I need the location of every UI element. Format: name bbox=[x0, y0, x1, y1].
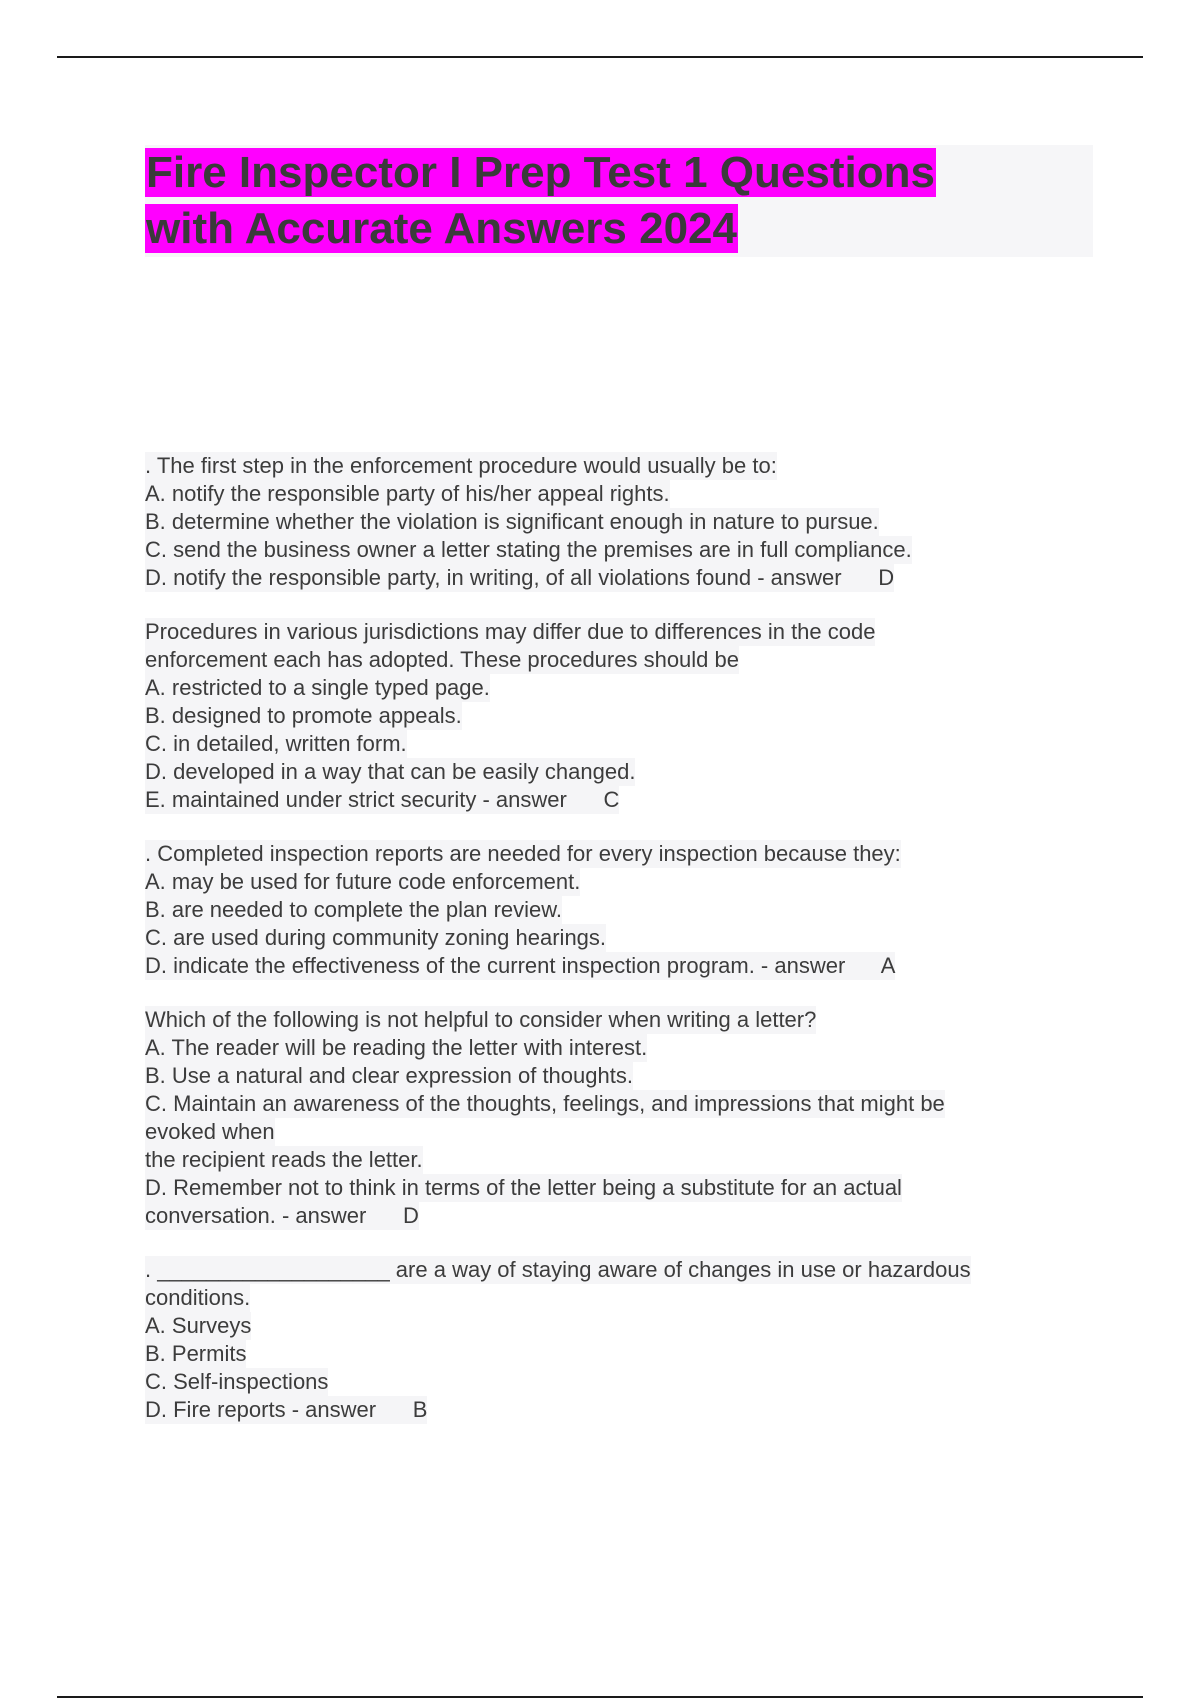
question-4-option-c-line-1: C. Maintain an awareness of the thoughts, feelings, and impressions that might be bbox=[145, 1091, 945, 1116]
question-3 bbox=[145, 840, 1045, 980]
question-list bbox=[145, 452, 1045, 1450]
question-5-option-c: C. Self-inspections bbox=[145, 1369, 329, 1394]
question-1-option-b: B. determine whether the violation is significant enough in nature to pursue. bbox=[145, 509, 879, 534]
question-4-stem: Which of the following is not helpful to consider when writing a letter? bbox=[145, 1007, 817, 1032]
question-1-option-d-answer: D. notify the responsible party, in writing, of all violations found - answer D bbox=[145, 565, 895, 590]
question-5-stem-line-2: conditions. bbox=[145, 1285, 251, 1310]
question-2-stem-line-1: Procedures in various jurisdictions may differ due to differences in the code bbox=[145, 619, 876, 644]
question-5-option-a: A. Surveys bbox=[145, 1313, 252, 1338]
question-2-option-c: C. in detailed, written form. bbox=[145, 731, 407, 756]
question-3-option-c: C. are used during community zoning hearings. bbox=[145, 925, 607, 950]
question-3-stem: . Completed inspection reports are needed for every inspection because they: bbox=[145, 841, 901, 866]
question-1-option-a: A. notify the responsible party of his/her appeal rights. bbox=[145, 481, 670, 506]
question-2-option-d: D. developed in a way that can be easily changed. bbox=[145, 759, 636, 784]
question-4-option-a: A. The reader will be reading the letter with interest. bbox=[145, 1035, 648, 1060]
question-4-option-d-answer: conversation. - answer D bbox=[145, 1203, 419, 1228]
question-4-option-c-line-2: evoked when bbox=[145, 1119, 275, 1144]
title-line-1: Fire Inspector I Prep Test 1 Questions bbox=[146, 148, 935, 197]
question-3-option-b: B. are needed to complete the plan review. bbox=[145, 897, 563, 922]
question-2-option-a: A. restricted to a single typed page. bbox=[145, 675, 490, 700]
question-4-option-d-line-1: D. Remember not to think in terms of the letter being a substitute for an actual bbox=[145, 1175, 902, 1200]
top-rule bbox=[57, 56, 1143, 58]
question-5-stem-line-1: . ___________________ are a way of staying aware of changes in use or hazardous bbox=[145, 1257, 971, 1282]
question-5 bbox=[145, 1256, 1045, 1424]
title-block bbox=[145, 145, 1093, 257]
bottom-rule bbox=[57, 1696, 1143, 1698]
question-2 bbox=[145, 618, 1045, 814]
question-5-option-d-answer: D. Fire reports - answer B bbox=[145, 1397, 428, 1422]
question-2-stem-line-2: enforcement each has adopted. These procedures should be bbox=[145, 647, 739, 672]
question-1 bbox=[145, 452, 1045, 592]
question-3-option-a: A. may be used for future code enforcement. bbox=[145, 869, 581, 894]
title-line-2: with Accurate Answers 2024 bbox=[146, 204, 737, 253]
question-5-option-b: B. Permits bbox=[145, 1341, 247, 1366]
document-title bbox=[145, 145, 1093, 257]
question-2-option-e-answer: E. maintained under strict security - answer C bbox=[145, 787, 620, 812]
question-4 bbox=[145, 1006, 1045, 1230]
question-2-option-b: B. designed to promote appeals. bbox=[145, 703, 462, 728]
question-1-stem: . The first step in the enforcement procedure would usually be to: bbox=[145, 453, 777, 478]
question-1-option-c: C. send the business owner a letter stating the premises are in full compliance. bbox=[145, 537, 912, 562]
question-4-option-b: B. Use a natural and clear expression of thoughts. bbox=[145, 1063, 633, 1088]
question-3-option-d-answer: D. indicate the effectiveness of the current inspection program. - answer A bbox=[145, 953, 896, 978]
question-4-option-c-line-3: the recipient reads the letter. bbox=[145, 1147, 423, 1172]
